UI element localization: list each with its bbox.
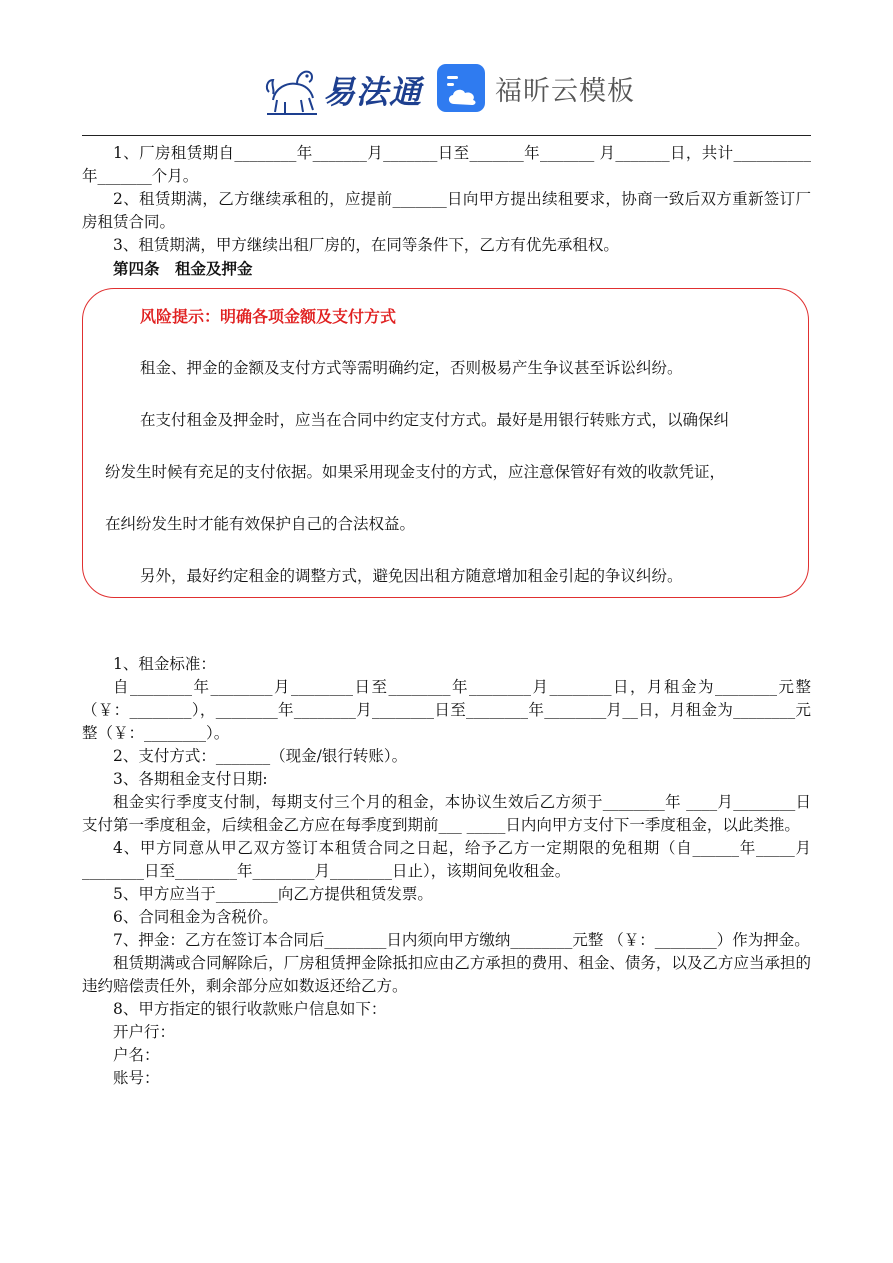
- yifatong-brand-text: 易法通: [323, 73, 423, 111]
- lease-term-clause-1: 1、厂房租赁期自________年_______月_______日至_______年_______ 月_______日，共计__________年_______个月。: [82, 144, 811, 185]
- deposit-clause: 7、押金：乙方在签订本合同后________日内须向甲方缴纳________元整 （￥：________）作为押金。: [113, 931, 810, 949]
- invoice-clause: 5、甲方应当于________向乙方提供租赁发票。: [113, 885, 433, 903]
- risk-notice-title: 风险提示：明确各项金额及支付方式: [140, 307, 397, 326]
- lease-term-clause-3: 3、租赁期满，甲方继续出租厂房的，在同等条件下，乙方有优先承租权。: [113, 236, 619, 254]
- risk-notice-line: 在支付租金及押金时，应当在合同中约定支付方式。最好是用银行转账方式，以确保纠: [140, 411, 730, 429]
- payment-date-label: 3、各期租金支付日期:: [113, 770, 268, 788]
- risk-notice-box: [82, 288, 809, 598]
- lease-term-section: [82, 142, 811, 280]
- account-holder-field: 户名：: [113, 1046, 160, 1064]
- foxit-template-logo: [437, 64, 635, 112]
- quarterly-payment-clause: 租金实行季度支付制，每期支付三个月的租金，本协议生效后乙方须于________年 ____月________日支付第一季度租金，后续租金乙方应在每季度到期前___ _____日内向甲方支付下一季度租金，以此类推。: [82, 793, 811, 834]
- risk-notice-line: 租金、押金的金额及支付方式等需明确约定，否则极易产生争议甚至诉讼纠纷。: [140, 359, 683, 377]
- rent-deposit-section: [82, 653, 811, 1090]
- foxit-brand-text: 福昕云模板: [495, 75, 635, 107]
- tax-inclusive-clause: 6、合同租金为含税价。: [113, 908, 278, 926]
- account-number-field: 账号：: [113, 1069, 160, 1087]
- cloud-document-icon: [437, 64, 485, 112]
- risk-notice-line: 另外，最好约定租金的调整方式，避免因出租方随意增加租金引起的争议纠纷。: [140, 567, 683, 585]
- article-4-heading: 第四条 租金及押金: [113, 259, 253, 278]
- header-divider: [82, 135, 811, 136]
- rent-standard-clause: 自________年________月________日至________年________月________日，月租金为________元整（￥：________），________年________月________日至________年________月__日，月租金为________元整（￥：________）。: [82, 678, 811, 742]
- qilin-icon: [263, 62, 321, 118]
- risk-notice-line: 在纠纷发生时才能有效保护自己的合法权益。: [105, 515, 416, 533]
- bank-name-field: 开户行：: [113, 1023, 176, 1041]
- payment-method-clause: 2、支付方式：_______（现金/银行转账）。: [113, 747, 408, 765]
- risk-notice-line: 纷发生时候有充足的支付依据。如果采用现金支付的方式，应注意保管好有效的收款凭证，: [105, 463, 726, 481]
- yifatong-logo: [263, 62, 422, 118]
- deposit-refund-clause: 租赁期满或合同解除后，厂房租赁押金除抵扣应由乙方承担的费用、租金、债务，以及乙方应当承担的违约赔偿责任外，剩余部分应如数返还给乙方。: [82, 954, 811, 995]
- page-header: [0, 58, 893, 128]
- rent-free-period-clause: 4、甲方同意从甲乙双方签订本租赁合同之日起，给予乙方一定期限的免租期（自______年_____月________日至________年________月________日止），该期间免收租金。: [82, 839, 811, 880]
- bank-account-label: 8、甲方指定的银行收款账户信息如下：: [113, 1000, 387, 1018]
- lease-term-clause-2: 2、租赁期满，乙方继续承租的，应提前_______日向甲方提出续租要求，协商一致后双方重新签订厂房租赁合同。: [82, 190, 811, 231]
- rent-standard-label: 1、租金标准：: [113, 655, 216, 673]
